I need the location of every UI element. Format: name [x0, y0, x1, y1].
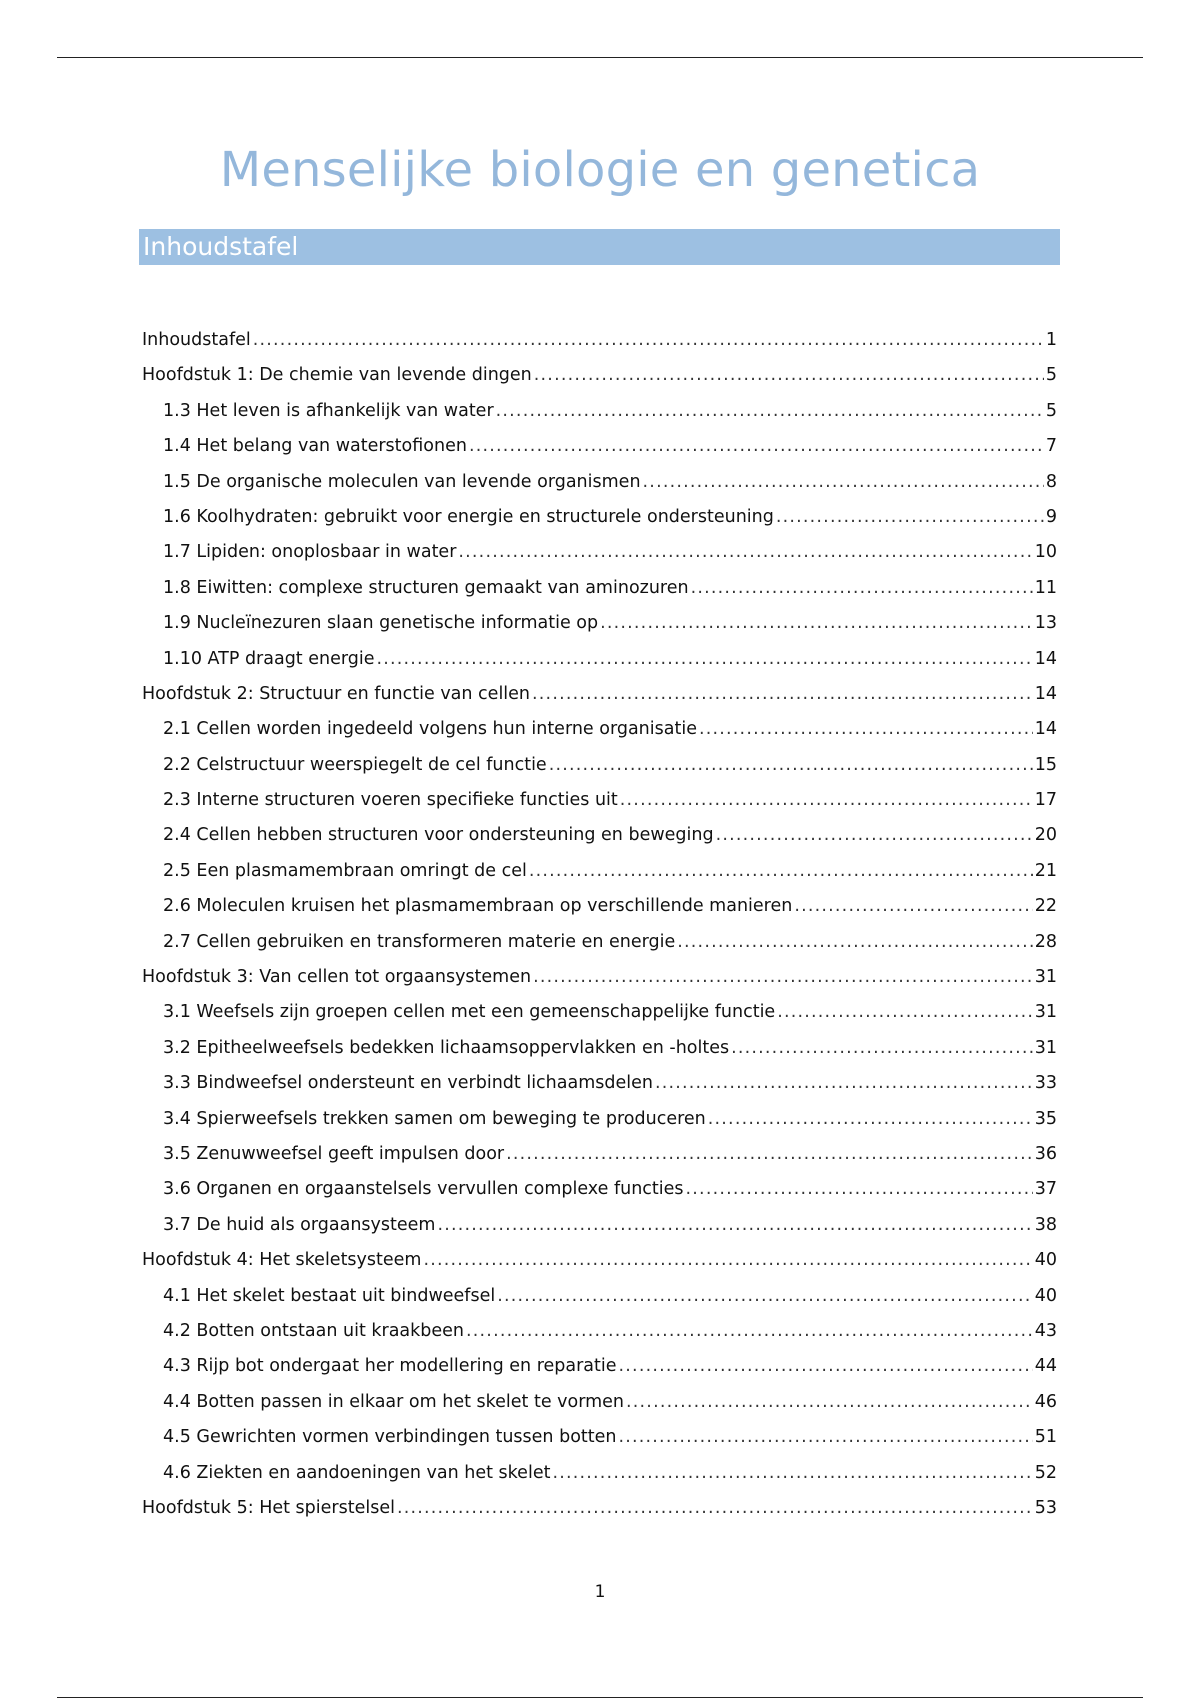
toc-entry-page: 14	[1034, 648, 1057, 669]
toc-entry[interactable]	[142, 1073, 1057, 1108]
toc-dot-leader	[534, 365, 1044, 385]
toc-entry[interactable]	[142, 1215, 1057, 1250]
toc-entry-label: 1.3 Het leven is afhankelijk van water	[163, 400, 494, 421]
toc-dot-leader	[619, 1356, 1033, 1376]
toc-entry[interactable]	[142, 755, 1057, 790]
toc-entry-page: 21	[1034, 860, 1057, 881]
toc-entry-page: 1	[1045, 330, 1057, 350]
toc-entry-page: 51	[1034, 1427, 1057, 1448]
toc-entry-page: 14	[1034, 683, 1057, 704]
toc-entry-label: 2.6 Moleculen kruisen het plasmamembraan op verschillende manieren	[163, 896, 793, 917]
toc-entry-page: 33	[1034, 1073, 1057, 1094]
toc-entry-label: 3.7 De huid als orgaansysteem	[163, 1214, 436, 1235]
toc-entry-page: 31	[1034, 967, 1057, 988]
toc-dot-leader	[437, 1215, 1032, 1235]
toc-entry[interactable]	[142, 472, 1057, 507]
toc-dot-leader	[708, 1109, 1033, 1129]
toc-entry-label: 4.1 Het skelet bestaat uit bindweefsel	[163, 1285, 496, 1306]
section-heading-toc: Inhoudstafel	[139, 229, 1060, 265]
toc-entry[interactable]	[142, 1179, 1057, 1214]
toc-dot-leader	[497, 1286, 1033, 1306]
toc-entry-page: 9	[1045, 506, 1057, 527]
toc-entry[interactable]	[142, 1463, 1057, 1498]
toc-entry-page: 38	[1034, 1214, 1057, 1235]
toc-entry-page: 28	[1034, 931, 1057, 952]
toc-dot-leader	[458, 542, 1032, 562]
toc-entry-label: 1.9 Nucleïnezuren slaan genetische informatie op	[163, 613, 599, 634]
toc-entry-label: 4.4 Botten passen in elkaar om het skelet te vormen	[163, 1391, 625, 1412]
toc-entry-label: 3.2 Epitheelweefsels bedekken lichaamsoppervlakken en -holtes	[163, 1037, 730, 1058]
toc-entry-page: 8	[1045, 471, 1057, 492]
toc-entry[interactable]	[142, 365, 1057, 400]
toc-entry-page: 11	[1034, 577, 1057, 598]
toc-dot-leader	[600, 613, 1033, 633]
toc-entry-label: Inhoudstafel	[142, 330, 251, 350]
toc-entry[interactable]	[142, 578, 1057, 613]
toc-entry-page: 35	[1034, 1108, 1057, 1129]
toc-entry[interactable]	[142, 330, 1057, 365]
toc-entry[interactable]	[142, 1109, 1057, 1144]
toc-entry-page: 17	[1034, 790, 1057, 811]
toc-entry-page: 40	[1034, 1250, 1057, 1271]
toc-entry-page: 31	[1034, 1037, 1057, 1058]
toc-dot-leader	[533, 967, 1033, 987]
toc-entry-page: 31	[1034, 1002, 1057, 1023]
toc-dot-leader	[532, 684, 1033, 704]
toc-entry-label: Hoofdstuk 5: Het spierstelsel	[142, 1497, 395, 1518]
toc-entry-label: 2.4 Cellen hebben structuren voor ondersteuning en beweging	[163, 825, 714, 846]
toc-entry-page: 40	[1034, 1285, 1057, 1306]
toc-dot-leader	[620, 790, 1033, 810]
document-title: Menselijke biologie en genetica	[219, 142, 981, 198]
toc-entry-label: 1.8 Eiwitten: complexe structuren gemaakt van aminozuren	[163, 577, 689, 598]
toc-entry-page: 53	[1034, 1497, 1057, 1518]
table-of-contents	[142, 330, 1057, 1533]
toc-entry[interactable]	[142, 932, 1057, 967]
toc-entry-label: 3.4 Spierweefsels trekken samen om beweging te produceren	[163, 1108, 706, 1129]
toc-dot-leader	[469, 436, 1044, 456]
toc-entry[interactable]	[142, 1498, 1057, 1533]
top-rule	[57, 57, 1143, 58]
toc-entry-page: 46	[1034, 1391, 1057, 1412]
toc-entry[interactable]	[142, 1427, 1057, 1462]
toc-dot-leader	[253, 330, 1044, 350]
toc-dot-leader	[686, 1179, 1033, 1199]
toc-dot-leader	[496, 401, 1044, 421]
toc-dot-leader	[699, 719, 1033, 739]
toc-entry[interactable]	[142, 896, 1057, 931]
toc-dot-leader	[466, 1321, 1033, 1341]
toc-entry-page: 7	[1045, 436, 1057, 457]
toc-entry-label: 3.6 Organen en orgaanstelsels vervullen complexe functies	[163, 1179, 684, 1200]
toc-entry[interactable]	[142, 401, 1057, 436]
toc-dot-leader	[655, 1073, 1033, 1093]
toc-dot-leader	[529, 861, 1033, 881]
toc-entry-label: 1.5 De organische moleculen van levende organismen	[163, 471, 641, 492]
toc-entry-label: 1.7 Lipiden: onoplosbaar in water	[163, 542, 457, 563]
toc-entry[interactable]	[142, 613, 1057, 648]
toc-entry[interactable]	[142, 1392, 1057, 1427]
toc-entry-page: 37	[1034, 1179, 1057, 1200]
toc-entry[interactable]	[142, 436, 1057, 471]
toc-entry-label: 2.3 Interne structuren voeren specifieke functies uit	[163, 790, 618, 811]
toc-entry-label: 1.10 ATP draagt energie	[163, 648, 375, 669]
toc-entry[interactable]	[142, 967, 1057, 1002]
toc-dot-leader	[423, 1250, 1032, 1270]
toc-dot-leader	[549, 755, 1033, 775]
toc-entry-page: 43	[1034, 1320, 1057, 1341]
toc-entry[interactable]	[142, 542, 1057, 577]
toc-entry-page: 5	[1045, 365, 1057, 386]
toc-dot-leader	[776, 507, 1044, 527]
toc-entry[interactable]	[142, 1321, 1057, 1356]
page-number: 1	[594, 1582, 606, 1602]
toc-dot-leader	[677, 932, 1032, 952]
toc-entry-label: 4.3 Rijp bot ondergaat her modellering en reparatie	[163, 1356, 617, 1377]
toc-dot-leader	[643, 472, 1044, 492]
toc-entry-page: 5	[1045, 400, 1057, 421]
toc-entry-label: 1.4 Het belang van waterstofionen	[163, 436, 467, 457]
toc-entry-page: 52	[1034, 1462, 1057, 1483]
toc-entry[interactable]	[142, 1002, 1057, 1037]
toc-entry-page: 14	[1034, 719, 1057, 740]
toc-entry-label: 2.1 Cellen worden ingedeeld volgens hun interne organisatie	[163, 719, 697, 740]
toc-entry[interactable]	[142, 825, 1057, 860]
toc-entry-page: 13	[1034, 613, 1057, 634]
toc-dot-leader	[716, 825, 1033, 845]
toc-entry-label: 4.5 Gewrichten vormen verbindingen tussen botten	[163, 1427, 617, 1448]
bottom-rule	[57, 1697, 1143, 1698]
toc-dot-leader	[397, 1498, 1033, 1518]
toc-entry[interactable]	[142, 507, 1057, 542]
toc-entry-page: 22	[1034, 896, 1057, 917]
toc-entry-label: 2.5 Een plasmamembraan omringt de cel	[163, 860, 527, 881]
toc-dot-leader	[506, 1144, 1033, 1164]
toc-entry-label: Hoofdstuk 2: Structuur en functie van cellen	[142, 683, 531, 704]
toc-dot-leader	[618, 1427, 1032, 1447]
toc-entry[interactable]	[142, 790, 1057, 825]
toc-entry-label: 2.2 Celstructuur weerspiegelt de cel functie	[163, 754, 547, 775]
toc-entry-page: 36	[1034, 1143, 1057, 1164]
toc-entry-page: 44	[1034, 1356, 1057, 1377]
toc-entry-label: 4.6 Ziekten en aandoeningen van het skelet	[163, 1462, 551, 1483]
toc-entry[interactable]	[142, 1250, 1057, 1285]
toc-entry[interactable]	[142, 861, 1057, 896]
toc-dot-leader	[691, 578, 1033, 598]
toc-dot-leader	[626, 1392, 1033, 1412]
toc-dot-leader	[731, 1038, 1033, 1058]
toc-entry[interactable]	[142, 1144, 1057, 1179]
toc-entry-label: 1.6 Koolhydraten: gebruikt voor energie en structurele ondersteuning	[163, 506, 774, 527]
toc-entry[interactable]	[142, 1038, 1057, 1073]
toc-dot-leader	[376, 649, 1032, 669]
toc-entry-label: 3.5 Zenuwweefsel geeft impulsen door	[163, 1143, 505, 1164]
toc-dot-leader	[777, 1002, 1033, 1022]
toc-entry-page: 10	[1034, 542, 1057, 563]
toc-entry[interactable]	[142, 1356, 1057, 1391]
toc-entry-label: Hoofdstuk 1: De chemie van levende dingen	[142, 365, 532, 386]
toc-entry-label: 4.2 Botten ontstaan uit kraakbeen	[163, 1320, 465, 1341]
toc-entry-page: 15	[1034, 754, 1057, 775]
toc-entry-page: 20	[1034, 825, 1057, 846]
toc-entry-label: Hoofdstuk 4: Het skeletsysteem	[142, 1250, 422, 1271]
toc-entry-label: 2.7 Cellen gebruiken en transformeren materie en energie	[163, 931, 676, 952]
toc-entry[interactable]	[142, 719, 1057, 754]
toc-entry-label: 3.1 Weefsels zijn groepen cellen met een gemeenschappelijke functie	[163, 1002, 776, 1023]
toc-dot-leader	[794, 896, 1032, 916]
toc-entry-label: Hoofdstuk 3: Van cellen tot orgaansystemen	[142, 967, 532, 988]
toc-entry[interactable]	[142, 1286, 1057, 1321]
toc-entry[interactable]	[142, 649, 1057, 684]
toc-entry[interactable]	[142, 684, 1057, 719]
toc-entry-label: 3.3 Bindweefsel ondersteunt en verbindt lichaamsdelen	[163, 1073, 653, 1094]
toc-dot-leader	[552, 1463, 1032, 1483]
